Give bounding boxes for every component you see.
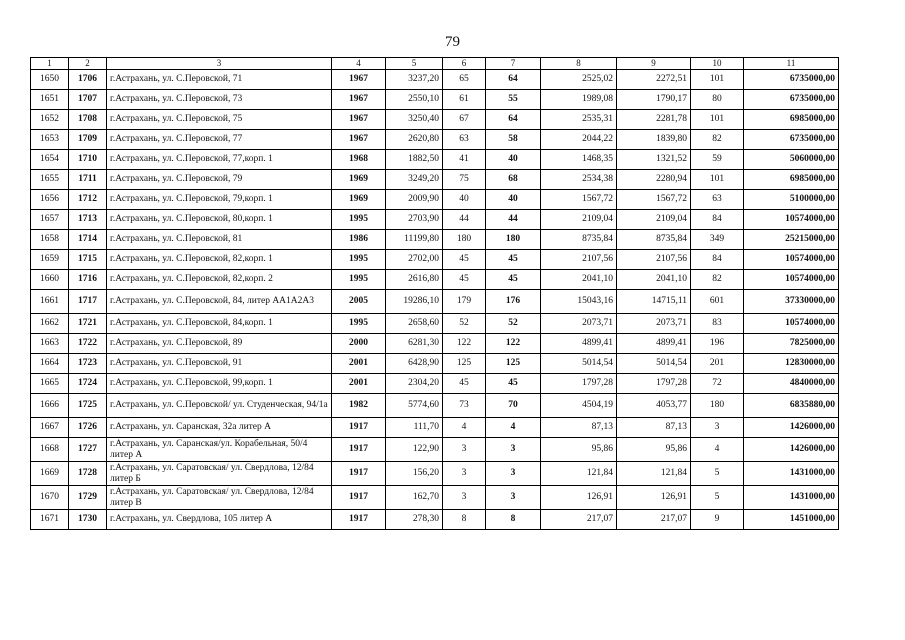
table-row [31,462,839,486]
table-cell: 1431000,00 [744,486,839,510]
table-cell: 6281,30 [386,334,443,354]
table-cell: 87,13 [617,418,691,438]
table-cell: 63 [691,190,744,210]
table-cell: 156,20 [386,462,443,486]
table-cell: 1711 [69,170,107,190]
table-cell: 6985000,00 [744,170,839,190]
table-cell: 58 [486,130,541,150]
table-cell: 8735,84 [541,230,617,250]
table-cell: 65 [443,70,486,90]
table-cell: 44 [486,210,541,230]
table-cell: 2535,31 [541,110,617,130]
table-cell: 3249,20 [386,170,443,190]
column-number-header: 1 [31,58,69,70]
table-cell: 2041,10 [541,270,617,290]
table-cell: 95,86 [617,438,691,462]
table-cell: 125 [486,354,541,374]
table-cell: 1662 [31,314,69,334]
table-cell: 1797,28 [541,374,617,394]
table-cell: 1669 [31,462,69,486]
table-cell: 1725 [69,394,107,418]
table-cell: 1567,72 [617,190,691,210]
table-cell: г.Астрахань, ул. Саранская/ул. Корабельная, 50/4 литер А [107,438,332,462]
table-cell: 4 [443,418,486,438]
table-cell: 10574000,00 [744,270,839,290]
page-number: 79 [445,34,460,50]
table-cell: 1967 [332,130,386,150]
table-cell: 2281,78 [617,110,691,130]
table-cell: 101 [691,110,744,130]
table-cell: 2001 [332,354,386,374]
table-cell: 45 [443,374,486,394]
table-cell: 1451000,00 [744,510,839,530]
table-cell: 1797,28 [617,374,691,394]
table-cell: 1713 [69,210,107,230]
table-cell: 55 [486,90,541,110]
table-cell: г.Астрахань, ул. С.Перовской, 75 [107,110,332,130]
column-number-header: 5 [386,58,443,70]
table-cell: 1671 [31,510,69,530]
table-cell: 70 [486,394,541,418]
table-cell: 44 [443,210,486,230]
column-number-header: 10 [691,58,744,70]
table-row [31,170,839,190]
table-cell: 1653 [31,130,69,150]
table-cell: 1982 [332,394,386,418]
table-cell: 111,70 [386,418,443,438]
table-cell: 2534,38 [541,170,617,190]
table-cell: 45 [443,250,486,270]
column-number-header: 11 [744,58,839,70]
table-cell: 87,13 [541,418,617,438]
table-cell: 6985000,00 [744,110,839,130]
table-cell: 5774,60 [386,394,443,418]
table-cell: 1709 [69,130,107,150]
table-cell: 1659 [31,250,69,270]
table-cell: 4 [691,438,744,462]
table-row [31,314,839,334]
table-cell: 1995 [332,210,386,230]
table-cell: 2041,10 [617,270,691,290]
table-cell: 2073,71 [617,314,691,334]
table-cell: 4899,41 [541,334,617,354]
table-cell: 1716 [69,270,107,290]
table-cell: 1668 [31,438,69,462]
table-cell: 1431000,00 [744,462,839,486]
table-cell: г.Астрахань, ул. С.Перовской, 89 [107,334,332,354]
table-row [31,270,839,290]
table-cell: 3 [443,486,486,510]
table-cell: 82 [691,130,744,150]
table-cell: 3 [443,462,486,486]
table-cell: 15043,16 [541,290,617,314]
table-cell: 67 [443,110,486,130]
table-cell: 1969 [332,170,386,190]
table-cell: 82 [691,270,744,290]
table-cell: 1663 [31,334,69,354]
table-cell: 11199,80 [386,230,443,250]
column-number-header: 3 [107,58,332,70]
table-cell: г.Астрахань, ул. С.Перовской, 82,корп. 2 [107,270,332,290]
table-cell: 1995 [332,270,386,290]
table-cell: 1710 [69,150,107,170]
table-cell: 1468,35 [541,150,617,170]
table-cell: 4504,19 [541,394,617,418]
table-cell: 5100000,00 [744,190,839,210]
table-cell: 8 [486,510,541,530]
table-row [31,418,839,438]
table-row [31,290,839,314]
table-cell: 3 [691,418,744,438]
table-cell: 1967 [332,70,386,90]
table-cell: г.Астрахань, ул. Саратовская/ ул. Свердлова, 12/84 литер В [107,486,332,510]
table-cell: 196 [691,334,744,354]
column-number-header: 7 [486,58,541,70]
table-cell: 2073,71 [541,314,617,334]
table-cell: г.Астрахань, ул. Саранская, 32а литер А [107,418,332,438]
table-row [31,510,839,530]
table-cell: 2658,60 [386,314,443,334]
table-row [31,486,839,510]
table-cell: 1968 [332,150,386,170]
table-cell: 1722 [69,334,107,354]
table-cell: 1967 [332,90,386,110]
table-cell: 180 [443,230,486,250]
table-cell: 5 [691,486,744,510]
table-cell: 73 [443,394,486,418]
table-cell: 1667 [31,418,69,438]
table-cell: 1708 [69,110,107,130]
table-cell: 3 [443,438,486,462]
table-cell: 6835880,00 [744,394,839,418]
table-cell: 10574000,00 [744,314,839,334]
table-cell: 12830000,00 [744,354,839,374]
table-cell: 1730 [69,510,107,530]
table-cell: 1727 [69,438,107,462]
table-cell: 3 [486,486,541,510]
table-cell: 4053,77 [617,394,691,418]
table-cell: 8 [443,510,486,530]
table-cell: 10574000,00 [744,210,839,230]
table-cell: 1661 [31,290,69,314]
table-cell: 2616,80 [386,270,443,290]
table-cell: 68 [486,170,541,190]
table-cell: 2109,04 [617,210,691,230]
table-cell: г.Астрахань, ул. С.Перовской, 84, литер АА1А2А3 [107,290,332,314]
table-cell: 126,91 [541,486,617,510]
table-cell: 52 [443,314,486,334]
table-cell: 2272,51 [617,70,691,90]
table-cell: 162,70 [386,486,443,510]
table-cell: 1652 [31,110,69,130]
table-cell: г.Астрахань, ул. С.Перовской, 73 [107,90,332,110]
table-cell: г.Астрахань, ул. С.Перовской, 79 [107,170,332,190]
column-number-header: 6 [443,58,486,70]
table-cell: 1656 [31,190,69,210]
table-cell: 1790,17 [617,90,691,110]
table-cell: г.Астрахань, ул. С.Перовской, 99,корп. 1 [107,374,332,394]
table-row [31,210,839,230]
table-row [31,334,839,354]
table-row [31,110,839,130]
table-cell: 1655 [31,170,69,190]
table-cell: 1989,08 [541,90,617,110]
table-cell: 1650 [31,70,69,90]
table-cell: 64 [486,110,541,130]
table-row [31,394,839,418]
table-cell: г.Астрахань, ул. С.Перовской, 81 [107,230,332,250]
table-cell: г.Астрахань, ул. Саратовская/ ул. Свердлова, 12/84 литер Б [107,462,332,486]
table-cell: г.Астрахань, ул. С.Перовской, 71 [107,70,332,90]
table-cell: г.Астрахань, ул. С.Перовской/ ул. Студенческая, 94/1а [107,394,332,418]
table-cell: 601 [691,290,744,314]
table-cell: 2005 [332,290,386,314]
table-cell: 1728 [69,462,107,486]
table-cell: 217,07 [541,510,617,530]
table-cell: 1567,72 [541,190,617,210]
table-cell: 37330000,00 [744,290,839,314]
column-number-header: 8 [541,58,617,70]
table-cell: 1917 [332,418,386,438]
table-row [31,90,839,110]
table-cell: 75 [443,170,486,190]
table-cell: г.Астрахань, ул. С.Перовской, 77,корп. 1 [107,150,332,170]
column-number-header: 9 [617,58,691,70]
table-cell: 83 [691,314,744,334]
table-cell: 45 [486,270,541,290]
table-cell: 1724 [69,374,107,394]
table-cell: 2550,10 [386,90,443,110]
table-cell: 10574000,00 [744,250,839,270]
property-table [30,57,839,530]
table-cell: 2304,20 [386,374,443,394]
table-cell: 45 [486,250,541,270]
table-cell: 25215000,00 [744,230,839,250]
table-cell: 2107,56 [541,250,617,270]
table-cell: 5014,54 [617,354,691,374]
table-cell: 1995 [332,314,386,334]
table-cell: г.Астрахань, ул. С.Перовской, 91 [107,354,332,374]
table-cell: 3 [486,462,541,486]
table-cell: 2107,56 [617,250,691,270]
table-cell: 1726 [69,418,107,438]
table-cell: 64 [486,70,541,90]
table-cell: 84 [691,250,744,270]
table-row [31,230,839,250]
table-cell: 180 [486,230,541,250]
table-cell: 2620,80 [386,130,443,150]
table-cell: 1654 [31,150,69,170]
table-cell: 6735000,00 [744,130,839,150]
table-header-row [31,58,839,70]
table-cell: 1917 [332,510,386,530]
table-cell: 122 [486,334,541,354]
table-cell: 1707 [69,90,107,110]
table-cell: 6428,90 [386,354,443,374]
table-cell: 2000 [332,334,386,354]
table-cell: 2280,94 [617,170,691,190]
table-cell: 3 [486,438,541,462]
table-cell: 176 [486,290,541,314]
table-cell: 1651 [31,90,69,110]
table-cell: 8735,84 [617,230,691,250]
table-cell: 14715,11 [617,290,691,314]
table-cell: 5060000,00 [744,150,839,170]
table-cell: 1660 [31,270,69,290]
table-cell: 84 [691,210,744,230]
table-cell: 40 [443,190,486,210]
table-cell: 122,90 [386,438,443,462]
table-cell: 1729 [69,486,107,510]
table-cell: 7825000,00 [744,334,839,354]
table-cell: 2109,04 [541,210,617,230]
table-cell: 63 [443,130,486,150]
column-number-header: 4 [332,58,386,70]
table-cell: 4899,41 [617,334,691,354]
table-cell: 59 [691,150,744,170]
table-row [31,130,839,150]
table-cell: 5 [691,462,744,486]
table-cell: 1721 [69,314,107,334]
table-cell: 45 [443,270,486,290]
table-cell: 3250,40 [386,110,443,130]
table-cell: 1882,50 [386,150,443,170]
table-row [31,250,839,270]
table-cell: 2703,90 [386,210,443,230]
table-cell: 101 [691,70,744,90]
table-cell: 1426000,00 [744,438,839,462]
table-cell: 1666 [31,394,69,418]
table-cell: 217,07 [617,510,691,530]
table-cell: 1969 [332,190,386,210]
table-cell: 1986 [332,230,386,250]
table-cell: 1665 [31,374,69,394]
table-cell: 1712 [69,190,107,210]
table-cell: 52 [486,314,541,334]
table-cell: г.Астрахань, ул. С.Перовской, 77 [107,130,332,150]
table-cell: 101 [691,170,744,190]
column-number-header: 2 [69,58,107,70]
table-cell: 19286,10 [386,290,443,314]
table-cell: 2009,90 [386,190,443,210]
table-cell: г.Астрахань, ул. С.Перовской, 84,корп. 1 [107,314,332,334]
table-cell: 1670 [31,486,69,510]
table-cell: 6735000,00 [744,70,839,90]
table-cell: 125 [443,354,486,374]
table-cell: 2044,22 [541,130,617,150]
table-cell: 41 [443,150,486,170]
table-cell: 121,84 [617,462,691,486]
table-cell: 1706 [69,70,107,90]
table-cell: 2001 [332,374,386,394]
table-cell: 1657 [31,210,69,230]
table-row [31,438,839,462]
table-cell: 4840000,00 [744,374,839,394]
table-cell: г.Астрахань, ул. Свердлова, 105 литер А [107,510,332,530]
table-cell: 3237,20 [386,70,443,90]
table-row [31,374,839,394]
table-cell: 2525,02 [541,70,617,90]
table-cell: 278,30 [386,510,443,530]
table-cell: 1917 [332,438,386,462]
table-cell: 72 [691,374,744,394]
table-cell: 61 [443,90,486,110]
table-cell: 9 [691,510,744,530]
table-cell: 1664 [31,354,69,374]
table-cell: 201 [691,354,744,374]
table-cell: 180 [691,394,744,418]
table-cell: 1426000,00 [744,418,839,438]
table-cell: г.Астрахань, ул. С.Перовской, 80,корп. 1 [107,210,332,230]
table-cell: 2702,00 [386,250,443,270]
table-cell: 1995 [332,250,386,270]
table-cell: г.Астрахань, ул. С.Перовской, 79,корп. 1 [107,190,332,210]
table-row [31,190,839,210]
table-cell: 1967 [332,110,386,130]
table-cell: 1714 [69,230,107,250]
table-row [31,354,839,374]
table-cell: 349 [691,230,744,250]
table-cell: 1917 [332,486,386,510]
table-cell: 4 [486,418,541,438]
table-cell: 45 [486,374,541,394]
table-cell: 95,86 [541,438,617,462]
table-cell: 40 [486,150,541,170]
table-cell: 1321,52 [617,150,691,170]
table-cell: 40 [486,190,541,210]
table-cell: г.Астрахань, ул. С.Перовской, 82,корп. 1 [107,250,332,270]
table-cell: 121,84 [541,462,617,486]
table-cell: 179 [443,290,486,314]
table-row [31,70,839,90]
table-cell: 1917 [332,462,386,486]
table-cell: 1839,80 [617,130,691,150]
table-cell: 126,91 [617,486,691,510]
table-cell: 1723 [69,354,107,374]
table-cell: 1717 [69,290,107,314]
table-row [31,150,839,170]
table-cell: 1715 [69,250,107,270]
table-cell: 80 [691,90,744,110]
table-cell: 5014,54 [541,354,617,374]
table-cell: 6735000,00 [744,90,839,110]
table-cell: 1658 [31,230,69,250]
table-cell: 122 [443,334,486,354]
